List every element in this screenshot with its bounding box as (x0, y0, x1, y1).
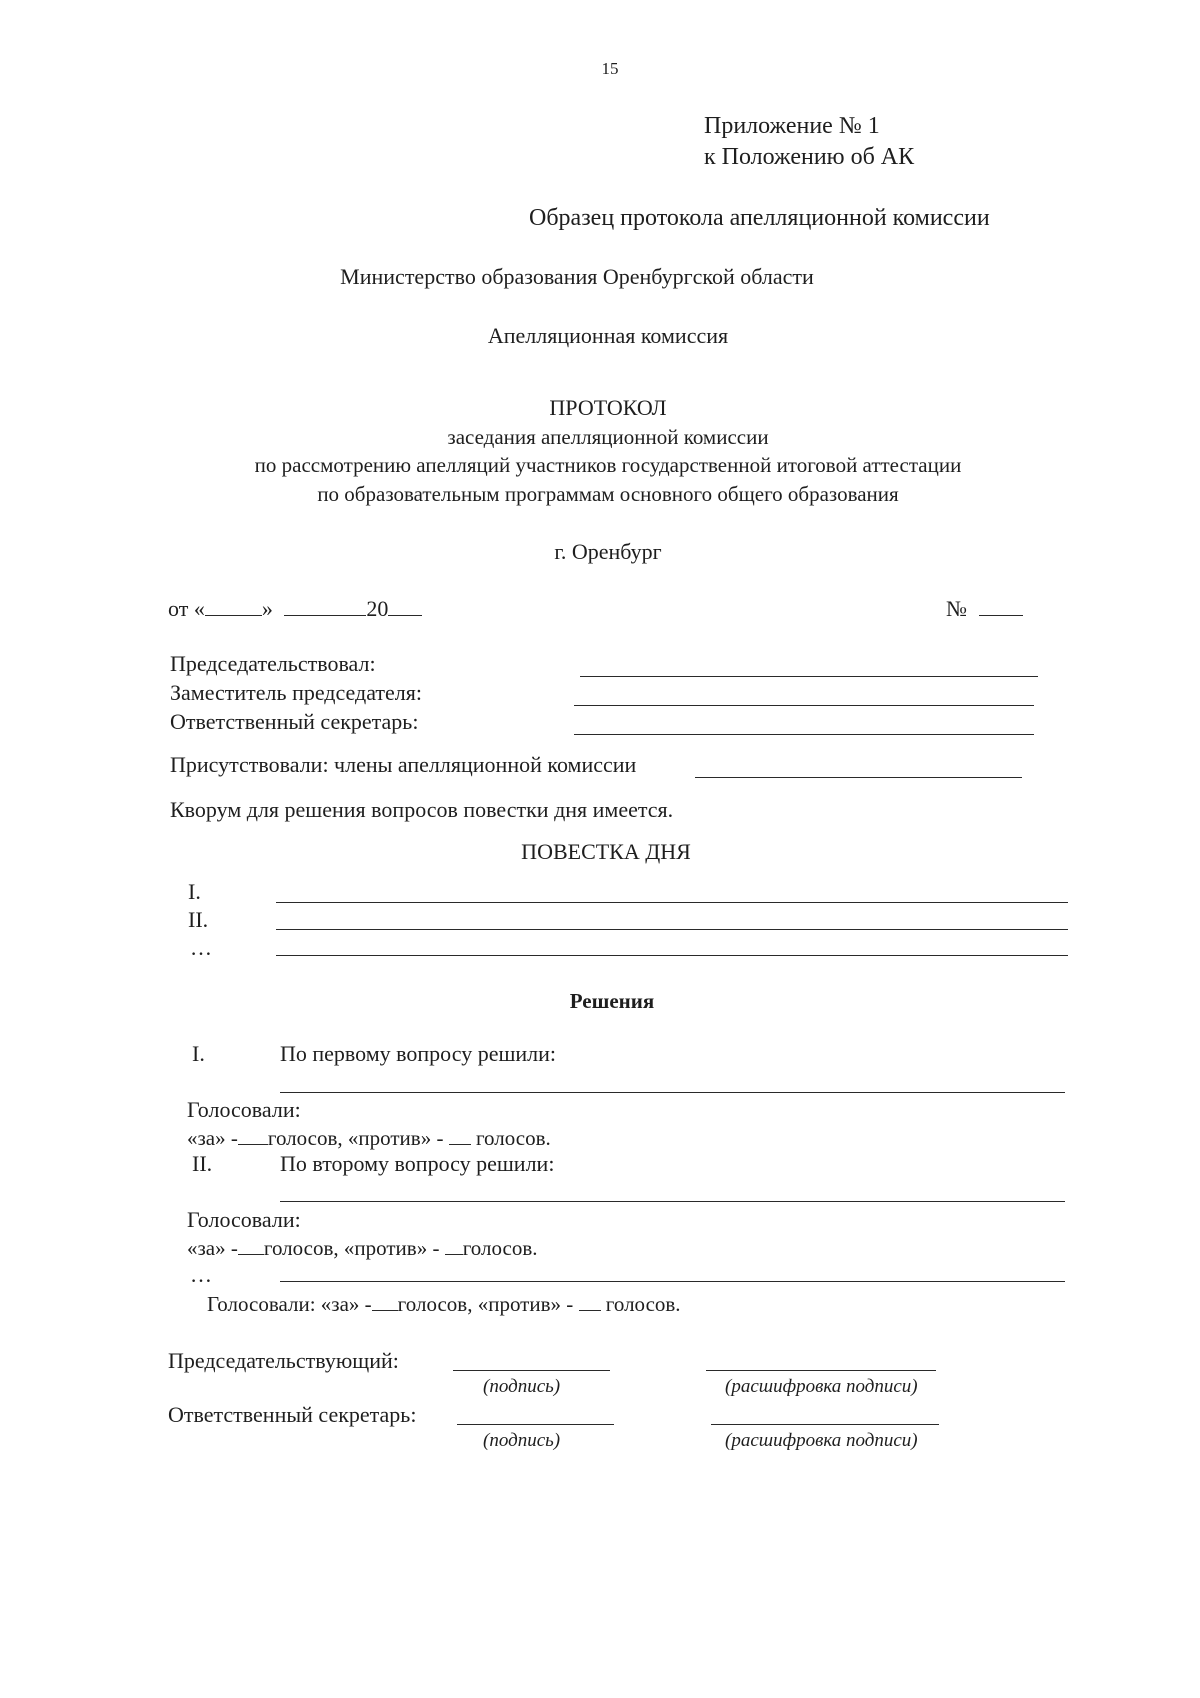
decision-1-text: По первому вопросу решили: (280, 1041, 557, 1066)
protocol-subtitle-2: по рассмотрению апелляций участников государственной итоговой аттестации (254, 453, 962, 477)
decisions-title: Решения (569, 989, 655, 1013)
commission-name: Апелляционная комиссия (487, 323, 729, 348)
votes-3-line (207, 1292, 681, 1315)
votes-1-for-label: «за» - (187, 1126, 238, 1150)
secretary-signature-label: Ответственный секретарь: (168, 1402, 417, 1427)
votes-2-against-blank[interactable] (445, 1236, 463, 1255)
ministry-name: Министерство образования Оренбургской области (340, 264, 814, 289)
votes-3-suffix: голосов. (605, 1292, 681, 1316)
votes-1-against-label: голосов, «против» - (267, 1126, 444, 1150)
day-blank[interactable] (205, 597, 262, 616)
deputy-field[interactable] (574, 705, 1034, 706)
secretary-signature-hint: (подпись) (483, 1430, 561, 1451)
secretary-field[interactable] (574, 734, 1034, 735)
agenda-item-3-field[interactable] (276, 955, 1068, 956)
agenda-item-number: II. (188, 907, 209, 932)
votes-2-line (187, 1236, 538, 1259)
protocol-subtitle-3: по образовательным программам основного общего образования (317, 482, 899, 506)
deputy-label: Заместитель председателя: (170, 680, 422, 705)
chair-signature-hint: (подпись) (483, 1376, 561, 1397)
appendix-line-1: Приложение № 1 (704, 113, 880, 139)
protocol-number-blank[interactable] (979, 597, 1023, 616)
chair-field[interactable] (580, 676, 1038, 677)
decision-2-text: По второму вопросу решили: (280, 1151, 555, 1176)
votes-1-for-blank[interactable] (238, 1126, 268, 1145)
votes-3-against-blank[interactable] (579, 1292, 601, 1311)
agenda-item-number: I. (188, 879, 201, 904)
decision-1-number: I. (192, 1041, 205, 1066)
chair-decoding-hint: (расшифровка подписи) (725, 1376, 918, 1397)
year-prefix: 20 (366, 596, 389, 621)
agenda-item-2-field[interactable] (276, 929, 1068, 930)
secretary-decoding-field[interactable] (711, 1424, 939, 1425)
appendix-line-2: к Положению об АК (704, 144, 915, 170)
chair-decoding-field[interactable] (706, 1370, 936, 1371)
present-label: Присутствовали: члены апелляционной комиссии (170, 752, 637, 777)
votes-1-against-blank[interactable] (449, 1126, 471, 1145)
votes-1-line (187, 1126, 551, 1149)
votes-2-against-label: голосов, «против» - (263, 1236, 440, 1260)
sample-title: Образец протокола апелляционной комиссии (529, 205, 990, 231)
agenda-item-number: … (190, 935, 212, 960)
decision-2-number: II. (192, 1151, 213, 1176)
date-quote-close: » (261, 596, 273, 621)
decision-2-field[interactable] (280, 1201, 1065, 1202)
year-blank[interactable] (388, 597, 422, 616)
chair-signature-field[interactable] (453, 1370, 610, 1371)
number-sign: № (946, 596, 967, 621)
votes-2-for-blank[interactable] (238, 1236, 264, 1255)
protocol-subtitle-1: заседания апелляционной комиссии (447, 425, 769, 449)
decision-ellipsis-field[interactable] (280, 1281, 1065, 1282)
number-line (946, 597, 1023, 620)
date-line (168, 597, 422, 620)
agenda-title: ПОВЕСТКА ДНЯ (521, 839, 691, 864)
chair-signature-label: Председательствующий: (168, 1348, 399, 1373)
decision-1-field[interactable] (280, 1092, 1065, 1093)
present-field[interactable] (695, 777, 1022, 778)
protocol-title: ПРОТОКОЛ (549, 395, 667, 420)
agenda-item-1-field[interactable] (276, 902, 1068, 903)
voted-2-label: Голосовали: (187, 1207, 301, 1232)
votes-3-for-blank[interactable] (372, 1292, 398, 1311)
decision-ellipsis: … (190, 1262, 212, 1287)
month-blank[interactable] (284, 597, 366, 616)
voted-1-label: Голосовали: (187, 1097, 301, 1122)
quorum-text: Кворум для решения вопросов повестки дня имеется. (170, 797, 674, 822)
city: г. Оренбург (554, 539, 662, 564)
page-number: 15 (601, 59, 619, 78)
secretary-decoding-hint: (расшифровка подписи) (725, 1430, 918, 1451)
votes-3-against-label: голосов, «против» - (397, 1292, 574, 1316)
votes-1-suffix: голосов. (475, 1126, 551, 1150)
votes-2-suffix: голосов. (462, 1236, 538, 1260)
date-prefix: от « (168, 596, 205, 621)
secretary-label: Ответственный секретарь: (170, 709, 419, 734)
chair-label: Председательствовал: (170, 651, 376, 676)
votes-2-for-label: «за» - (187, 1236, 238, 1260)
votes-3-for-label: Голосовали: «за» - (207, 1292, 372, 1316)
secretary-signature-field[interactable] (457, 1424, 614, 1425)
